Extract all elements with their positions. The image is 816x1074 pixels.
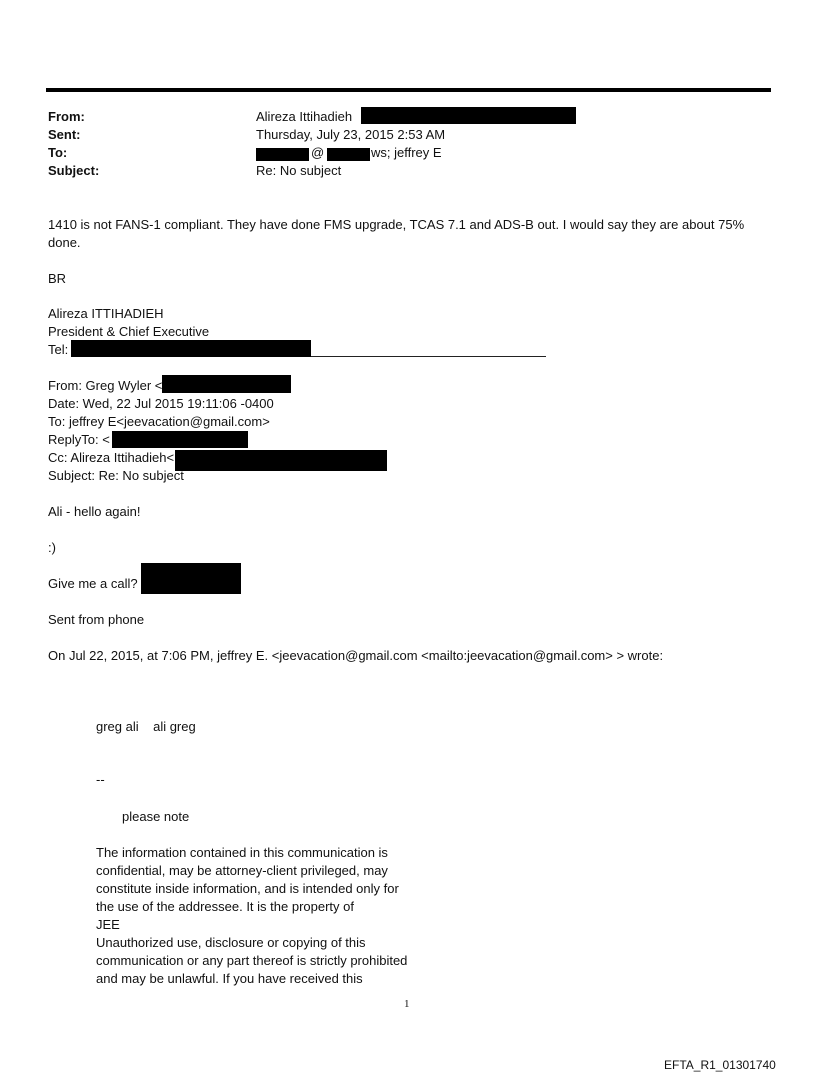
to-value-at: @ xyxy=(311,145,325,160)
from-value: Alireza Ittihadieh xyxy=(256,109,353,124)
page-number: 1 xyxy=(404,998,410,1010)
disclaimer-line: Unauthorized use, disclosure or copying of this xyxy=(96,935,366,950)
disclaimer-line: the use of the addressee. It is the property of xyxy=(96,899,354,914)
signature-name: Alireza ITTIHADIEH xyxy=(48,306,164,321)
redaction-fwd-from xyxy=(162,375,291,393)
disclaimer-line: and may be unlawful. If you have received this xyxy=(96,971,363,986)
to-value: ws; jeffrey E xyxy=(371,145,442,160)
sent-value: Thursday, July 23, 2015 2:53 AM xyxy=(256,127,446,142)
redaction-to-2 xyxy=(327,148,370,161)
sent-label: Sent: xyxy=(48,127,81,142)
from-label: From: xyxy=(48,109,85,124)
header-rule xyxy=(46,88,771,92)
fwd-sent-from: Sent from phone xyxy=(48,612,145,627)
fwd-hello: Ali - hello again! xyxy=(48,504,141,519)
disclaimer-line: communication or any part thereof is strictly prohibited xyxy=(96,953,408,968)
redaction-cc xyxy=(175,450,387,471)
disclaimer-line: constitute inside information, and is intended only for xyxy=(96,881,399,896)
subject-label: Subject: xyxy=(48,163,100,178)
fwd-cc: Cc: Alireza Ittihadieh< xyxy=(48,450,175,465)
sign-off: BR xyxy=(48,271,67,286)
redaction-from-email xyxy=(361,107,576,124)
body-para1-line1: 1410 is not FANS-1 compliant. They have done FMS upgrade, TCAS 7.1 and ADS-B out. I would say they are about 75% xyxy=(48,217,745,232)
fwd-replyto: ReplyTo: < xyxy=(48,432,110,447)
fwd-date: Date: Wed, 22 Jul 2015 19:11:06 -0400 xyxy=(48,396,274,411)
redaction-tel xyxy=(71,340,311,357)
disclaimer-line: JEE xyxy=(96,917,120,932)
redaction-phone xyxy=(141,563,241,594)
quoted-intro: greg ali ali greg xyxy=(96,719,196,734)
to-label: To: xyxy=(48,145,68,160)
redaction-replyto xyxy=(112,431,248,448)
redaction-to-1 xyxy=(256,148,309,161)
signature-underline xyxy=(311,356,546,357)
subject-value: Re: No subject xyxy=(256,163,342,178)
body-para1-line2: done. xyxy=(48,235,81,250)
quoted-please-note: please note xyxy=(122,809,190,824)
fwd-call: Give me a call? xyxy=(48,576,138,591)
disclaimer-line: The information contained in this communication is xyxy=(96,845,388,860)
fwd-to: To: jeffrey E<jeevacation@gmail.com> xyxy=(48,414,270,429)
quoted-sig-separator: -- xyxy=(96,772,105,787)
fwd-subject: Subject: Re: No subject xyxy=(48,468,184,483)
signature-title: President & Chief Executive xyxy=(48,324,210,339)
fwd-smiley: :) xyxy=(48,540,56,555)
fwd-on-wrote: On Jul 22, 2015, at 7:06 PM, jeffrey E. <jeevacation@gmail.com <mailto:jeevacation@gmail.com> > wrote: xyxy=(48,648,664,663)
document-id: EFTA_R1_01301740 xyxy=(664,1058,776,1072)
signature-tel: Tel: xyxy=(48,342,69,357)
fwd-from: From: Greg Wyler < xyxy=(48,378,163,393)
disclaimer-line: confidential, may be attorney-client privileged, may xyxy=(96,863,388,878)
